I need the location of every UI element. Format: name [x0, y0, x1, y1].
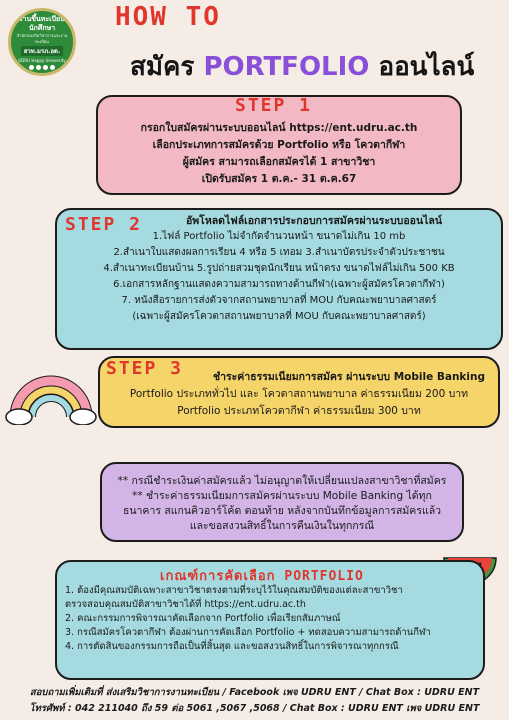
step2-line-5: 7. หนังสือรายการส่งตัวจากสถานพยาบาลที่ MOU กับคณะพยาบาลศาสตร์	[121, 295, 437, 306]
title-how-to: HOW TO	[115, 2, 221, 32]
title-main	[130, 46, 474, 87]
step2-line-1: 1.ไฟล์ Portfolio ไม่จำกัดจำนวนหน้า ขนาดไม่เกิน 10 mb	[152, 231, 406, 242]
step3-line-2: Portfolio ประเภทโควตากีฬา ค่าธรรมเนียม 300 บาท	[177, 405, 421, 417]
title-highlight: PORTFOLIO	[203, 52, 370, 82]
criteria-line-5: 4. การตัดสินของกรรมการถือเป็นที่สิ้นสุด และขอสงวนสิทธิ์ในการพิจารณาทุกกรณี	[65, 641, 399, 652]
criteria-line-1: 1. ต้องมีคุณสมบัติเฉพาะสาขาวิชาตรงตามที่ระบุไว้ในคุณสมบัติของแต่ละสาขาวิชา	[65, 585, 403, 596]
step2-line-6: (เฉพาะผู้สมัครโควตาสถานพยาบาลที่ MOU กับคณะพยาบาลศาสตร์)	[132, 311, 426, 322]
step2-line-3: 4.สำเนาทะเบียนบ้าน 5.รูปถ่ายสวมชุดนักเรียน หน้าตรง ขนาดไฟล์ไม่เกิน 500 KB	[103, 263, 455, 274]
rainbow-icon	[5, 365, 97, 425]
logo-abbr: สวท.มรภ.อด.	[21, 46, 63, 56]
footer-phone: โทรศัพท์ : 042 211040 ถึง 59 ต่อ 5061 ,5067 ,5068 / Chat Box : UDRU ENT เพจ UDRU ENT	[29, 703, 480, 714]
logo-sub: สำนักส่งเสริมวิชาการและงานทะเบียน	[16, 32, 68, 44]
title-prefix: สมัคร	[130, 52, 195, 82]
note-line-3: ธนาคาร สแกนคิวอาร์โค้ด ตอนท้าย หลังจากบันทึกข้อมูลการสมัครแล้ว	[122, 505, 442, 517]
logo-name: งานขึ้นทะเบียนนักศึกษา	[19, 14, 65, 32]
step3-line-1: Portfolio ประเภททั่วไป และ โควตาสถานพยาบาล ค่าธรรมเนียม 200 บาท	[129, 388, 469, 400]
step1-label: STEP 1	[235, 95, 313, 116]
step2-label: STEP 2	[65, 214, 143, 235]
note-line-1: ** กรณีชำระเงินค่าสมัครแล้ว ไม่อนุญาตให้เปลี่ยนแปลงสาขาวิชาที่สมัคร	[117, 475, 447, 487]
step1-line-3: ผู้สมัคร สามารถเลือกสมัครได้ 1 สาขาวิชา	[182, 156, 376, 168]
step3-label: STEP 3	[106, 358, 184, 379]
step2-line-4: 6.เอกสารหลักฐานแสดงความสามารถทางด้านกีฬา(เฉพาะผู้สมัครโควตากีฬา)	[113, 279, 445, 290]
criteria-line-3: 2. คณะกรรมการพิจารณาคัดเลือกจาก Portfolio เพื่อเรียกสัมภาษณ์	[65, 613, 341, 624]
criteria-line-4: 3. กรณีสมัครโควตากีฬา ต้องผ่านการคัดเลือก Portfolio + ทดสอบความสามารถด้านกีฬา	[65, 627, 431, 638]
step1-line-2: เลือกประเภทการสมัครด้วย Portfolio หรือ โควตากีฬา	[152, 139, 406, 151]
step2-heading: อัพโหลดไฟล์เอกสารประกอบการสมัครผ่านระบบออนไลน์	[185, 215, 443, 227]
step3-heading: ชำระค่าธรรมเนียมการสมัคร ผ่านระบบ Mobile Banking	[213, 371, 485, 383]
footer-contact: สอบถามเพิ่มเติมที่ ส่งเสริมวิชาการงานทะเบียน / Facebook เพจ UDRU ENT / Chat Box : UDRU ENT	[29, 687, 480, 698]
step1-line-1: กรอกใบสมัครผ่านระบบออนไลน์ https://ent.udru.ac.th	[140, 122, 418, 134]
social-icons	[29, 65, 55, 70]
note-line-4: และขอสงวนสิทธิ์ในการคืนเงินในทุกกรณี	[189, 520, 375, 532]
note-line-2: ** ชำระค่าธรรมเนียมการสมัครผ่านระบบ Mobile Banking ได้ทุก	[132, 490, 432, 502]
title-suffix: ออนไลน์	[378, 52, 475, 82]
step2-line-2: 2.สำเนาใบแสดงผลการเรียน 4 หรือ 5 เทอม 3.สำเนาบัตรประจำตัวประชาชน	[113, 247, 445, 258]
criteria-label: เกณฑ์การคัดเลือก PORTFOLIO	[160, 569, 364, 584]
university-logo	[8, 8, 76, 76]
notes-box	[100, 462, 464, 542]
step1-line-4: เปิดรับสมัคร 1 ต.ค.- 31 ต.ค.67	[201, 173, 357, 185]
logo-slogan: UDRU Happy University	[18, 57, 66, 63]
criteria-line-2: ตรวจสอบคุณสมบัติสาขาวิชาได้ที่ https://ent.udru.ac.th	[65, 599, 306, 610]
